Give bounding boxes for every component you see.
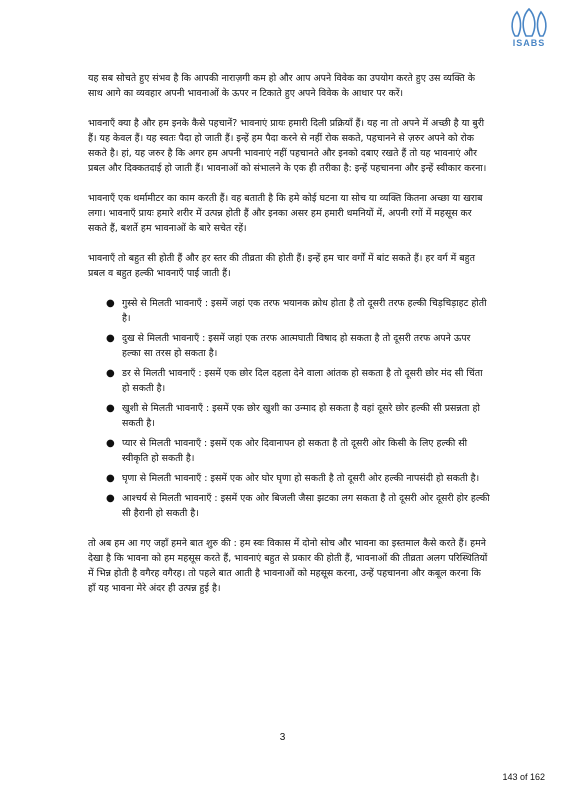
list-item: ● प्यार से मिलती भावनाएँ : इसमें एक ओर दिवानापन हो सकता है तो दूसरी ओर किसी के लिए हल्की सी स्वीकृति हो सकती है। [106,438,468,464]
list-item: ● खुशी से मिलती भावनाएँ : इसमें एक छोर खुशी का उन्माद हो सकता है वहां दूसरे छोर हल्की सी प्रसन्नता हो सकती है। [106,403,480,429]
page-number: 3 [279,732,286,743]
bullet-icon: ● [106,403,115,414]
page-count: 143 of 162 [502,772,545,782]
document-body [88,71,490,611]
logo-text: ISABS [512,38,546,48]
paragraph-4: भावनाएँ तो बहुत सी होती हैं और हर स्तर की तीव्रता की होती हैं। इन्हें हम चार वर्गों में बांट सकते हैं। हर वर्ग में बहुत प्रबल व बहुत हल्की भावनाएँ पाई जाती हैं। [88,253,475,279]
closing-paragraph: तो अब हम आ गए जहाँ हमने बात शुरु की : हम स्वः विकास में दोनो सोच और भावना का इस्तमाल कैसे करते हैं। हमने देखा है कि भावना को हम महसूस करते हैं, भावनाएं बहुत से प्रकार की होती हैं, भावनाओं की तीव्रता अलग परिस्थितियों में भिन्न होती है वगैरह वगैरह। तो पहले बात आती है भावनाओं को महसूस करना, उन्हें पहचानना और कबूल करना कि हाँ यह भावना मेरे अंदर ही उत्पन्न हुई है। [88,538,488,594]
list-item: ● दुख से मिलती भावनाएँ : इसमें जहां एक तरफ आत्मघाती विषाद हो सकता है तो दूसरी तरफ अपने ऊपर हल्का सा तरस हो सकता है। [106,333,471,359]
bullet-icon: ● [106,368,115,379]
list-item: ● डर से मिलती भावनाएँ : इसमें एक छोर दिल दहला देने वाला आंतक हो सकता है तो दूसरी छोर मंद सी चिंता हो सकती है। [106,368,483,394]
bullet-icon: ● [106,298,115,309]
bullet-icon: ● [106,438,115,449]
bullet-icon: ● [106,473,115,484]
paragraph-3: भावनाएँ एक थर्मामीटर का काम करती हैं। वह बताती है कि हमे कोई घटना या सोच या व्यक्ति कितना अच्छा या खराब लगा। भावनाएँ प्रायः हमारे शरीर में उत्पन्न होती हैं और इनका असर हम हमारी धमनियों में, अपनी रगों में महसूस कर सकते हैं, बशर्ते हम भावनाओं के बारे सचेत रहें। [88,193,483,234]
leaf-logo-icon [509,8,549,38]
paragraph-2: भावनाएँ क्या है और हम इनके कैसे पहचानें? भावनाएं प्रायः हमारी दिली प्रक्रियाँ हैं। यह ना तो अपने में अच्छी है या बुरी हैं। यह केवल हैं। यह स्वतः पैदा हो जाती हैं। इन्हें हम पैदा करने से नहीं रोक सकते, पहचानने से ज़रुर अपने को रोक सकते है। हां, यह जरुर है कि अगर हम अपनी भावनाएं नहीं पहचानते और इनको दबाए रखते हैं तो यह भावनाएं और प्रबल और दिक्कतदाई हो जाती हैं। भावनाओं को संभालने के एक ही तरीका है: इन्हें पहचानना और इन्हें स्वीकार करना। [88,118,487,174]
bullet-icon: ● [106,333,115,344]
isabs-logo [503,8,555,50]
list-item: ● घृणा से मिलती भावनाएँ : इसमें एक ओर घोर घृणा हो सकती है तो दूसरी ओर हल्की नापसंदी हो सकती है। [106,473,480,484]
list-item: ● गुस्से से मिलती भावनाएँ : इसमें जहां एक तरफ भयानक क्रोध होता है तो दूसरी तरफ हल्की चिड़चिड़ाहट होती है। [106,298,487,324]
bullet-icon: ● [106,493,115,504]
emotion-categories-list [88,296,490,521]
list-item: ● आश्चर्य से मिलती भावनाएँ : इसमें एक ओर बिजली जैसा झटका लग सकता है तो दूसरी ओर दूसरी होर हल्की सी हैरानी हो सकती है। [106,493,490,519]
paragraph-1: यह सब सोचते हुए संभव है कि आपकी नाराज़गी कम हो और आप अपने विवेक का उपयोग करते हुए उस व्यक्ति के साथ आगे का व्यवहार अपनी भावनाओं के ऊपर न टिकाते हुए अपने विवेक के आधार पर करें। [88,73,475,99]
